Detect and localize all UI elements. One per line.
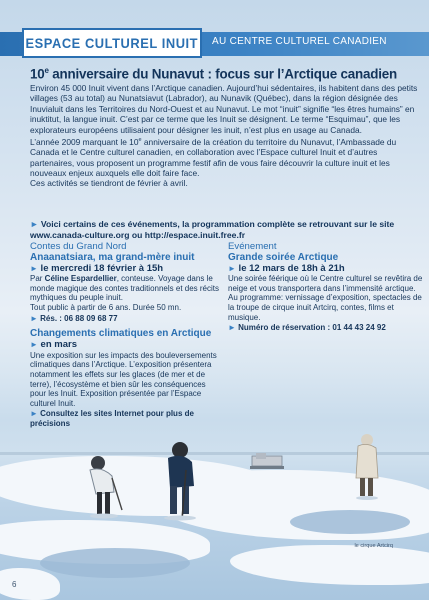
event-kicker: Contes du Grand Nord [30, 241, 127, 252]
water-pool [290, 510, 410, 534]
event-date-text: le mercredi 18 février à 15h [37, 262, 164, 274]
program-note [30, 219, 420, 240]
event-date-text: le 12 mars de 18h à 21h [235, 262, 345, 274]
headline-ordinal: e [44, 66, 49, 75]
event-kicker: Evénement [228, 241, 277, 252]
water-pool [40, 548, 190, 578]
event-description [30, 274, 220, 303]
event-title: Changements climatiques en Arctique [30, 328, 212, 340]
page-number: 6 [12, 580, 17, 589]
ice-floe [230, 545, 429, 585]
event-performer: Céline Espardellier [44, 274, 117, 284]
intro-paragraph: Environ 45 000 Inuit vivent dans l’Arctique canadien. Aujourd’hui sédentaires, ils habitent dans des petits villages (53 au total) au Nunatsiavut (Labrador), au Nunavik (Québec), dans la région désignée des Inuvialuit dans les Territoires du Nord-Ouest et au Nunavut. Le mot “inuit” signifie “les êtres humains” en inuktitut, la langue inuit. C’est par ce terme que les Inuit se désignent. Le terme “Esquimau”, que les explorateurs européens utilisaient pour désigner les inuit, n’est plus en usage au Canada. [30, 83, 418, 135]
event-description: Une exposition sur les impacts des bouleversements climatiques dans l’Arctique. L’exposition présentera notamment les effets sur les glaces (de mer et de terre), l’écosystème et bien sûr les conséquences pour les Inuit. Exposition présentée par l’Espace culturel Inuit. [30, 350, 217, 408]
snow-vehicle-figure [250, 452, 286, 472]
person-drilling-figure [156, 440, 200, 522]
event-date [30, 264, 220, 274]
intro-anniv-a: L’année 2009 marquant le 10 [30, 136, 139, 147]
event-date-text: en mars [37, 339, 77, 351]
section-title: ESPACE CULTUREL INUIT [25, 35, 199, 51]
page-headline [30, 66, 425, 81]
intro-ordinal: e [138, 137, 142, 144]
note-text: Voici certains de ces événements, la programmation complète se retrouvant sur le site [38, 219, 395, 229]
website-link[interactable]: http://espace.inuit.free.fr [144, 229, 246, 240]
event-by: Par [30, 274, 45, 284]
note-connector: ou [129, 229, 145, 240]
photo-caption: le cirque Artcirq [354, 543, 393, 549]
intro-paragraph: Ces activités se tiendront de février à avril. [30, 178, 188, 189]
reservation-text: Numéro de réservation : 01 44 43 24 92 [235, 323, 386, 333]
event-title: Grande soirée Arctique [228, 251, 339, 263]
event-audience: Tout public à partir de 6 ans. Durée 50 mn. [30, 302, 182, 312]
headline-prefix: 10 [30, 66, 45, 82]
triangle-icon: ► [30, 263, 38, 273]
event-description-text: , conteuse. Voyage dans le monde magique des contes traditionnels et des récits mythiques du peuple inuit. [30, 274, 219, 303]
person-fishing-figure [82, 452, 128, 522]
right-column [228, 242, 423, 333]
headline-text: anniversaire du Nunavut : focus sur l’Arctique canadien [48, 66, 397, 82]
arrow-icon: ► [30, 219, 39, 229]
event-link-note [30, 409, 220, 428]
left-column [30, 242, 220, 429]
link-note-text: Consultez les sites Internet pour plus de précisions [30, 409, 194, 428]
reservation-text: Rés. : 06 88 09 68 77 [37, 313, 118, 323]
triangle-icon: ► [30, 409, 38, 419]
triangle-icon: ► [30, 313, 38, 323]
intro-text [30, 83, 420, 189]
intro-anniv-b: anniversaire de la création du territoire du Nunavut, l’Ambassade du Canada et le Centre culturel canadien, en collaboration avec l’Espace culturel Inuit et d’autres partenaires, vous proposent un programme festif afin de vous faire découvrir la culture inuit et les nouveaux enjeux auxquels elle doit faire face. [30, 136, 397, 179]
ice-floe [0, 568, 60, 600]
triangle-icon: ► [228, 263, 236, 273]
triangle-icon: ► [30, 340, 38, 350]
section-subtitle: AU CENTRE CULTUREL CANADIEN [212, 36, 387, 47]
website-link[interactable]: www.canada-culture.org [30, 229, 130, 240]
event-date [228, 264, 423, 274]
event-title: Anaanatsiara, ma grand-mère inuit [30, 251, 195, 263]
event-reservation [228, 323, 423, 333]
event-reservation [30, 314, 220, 324]
event-description: Une soirée féérique où le Centre culturel se revêtira de neige et vous transportera dans l’immensité arctique. Au programme: vernissage d’exposition, spectacles de la troupe de cirque inuit Artcirq, contes, films et musique. [228, 274, 423, 322]
intro-paragraph [30, 135, 420, 178]
person-standing-figure [352, 432, 382, 502]
event-date [30, 340, 220, 350]
header-title-box [22, 28, 202, 58]
triangle-icon: ► [228, 323, 236, 333]
